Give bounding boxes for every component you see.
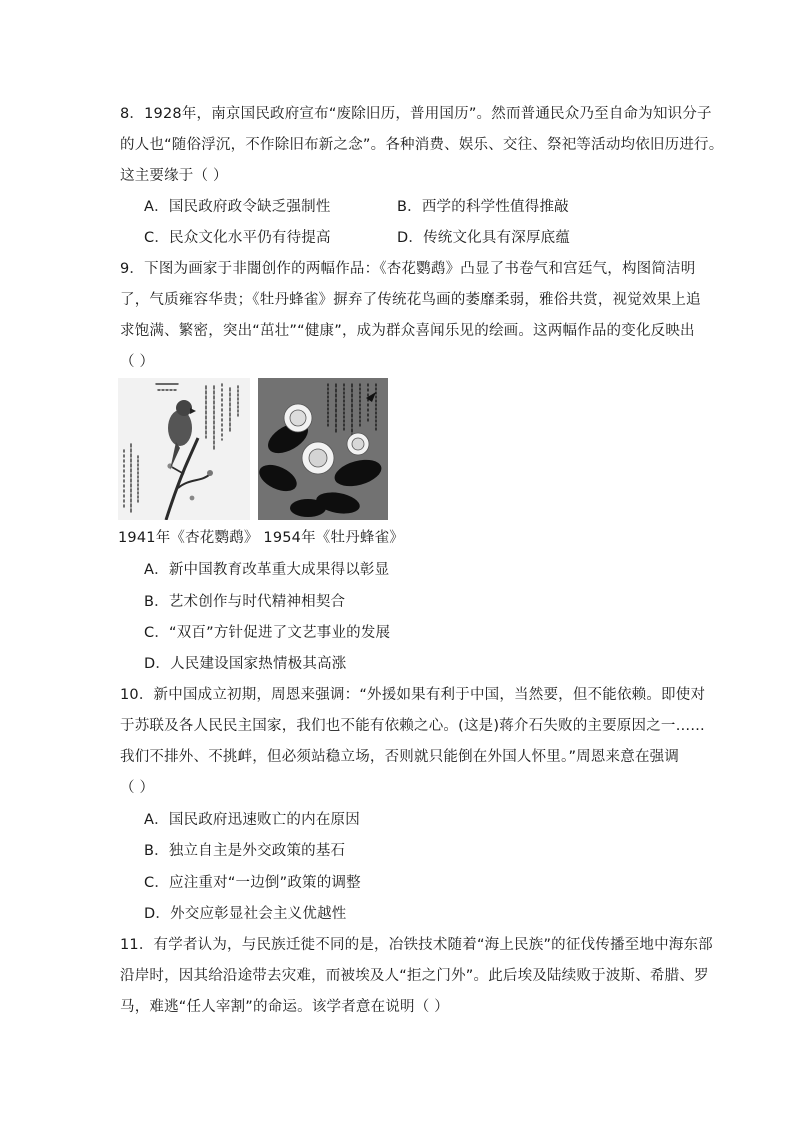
q9-option-a: A．新中国教育改革重大成果得以彰显 xyxy=(144,562,390,578)
q10-option-c: C．应注重对“一边倒”政策的调整 xyxy=(144,875,361,891)
q11-stem-line-1: 11．有学者认为，与民族迁徙不同的是，冶铁技术随着“海上民族”的征伐传播至地中海东部 xyxy=(120,937,713,953)
q9-figure-caption: 1941年《杏花鹦鹉》 1954年《牡丹蜂雀》 xyxy=(118,530,405,546)
q8-stem-line-2: 的人也“随俗浮沉，不作除旧布新之念”。各种消费、娱乐、交往、祭祀等活动均依旧历进行。 xyxy=(120,137,724,153)
q9-option-c: C．“双百”方针促进了文艺事业的发展 xyxy=(144,625,391,641)
q9-stem-line-1: 9．下图为画家于非闇创作的两幅作品：《杏花鹦鹉》凸显了书卷气和宫廷气，构图简洁明 xyxy=(120,261,696,277)
peony-painting-image xyxy=(258,378,388,520)
q11-stem-line-2: 沿岸时，因其给沿途带去灾难，而被埃及人“拒之门外”。此后埃及陆续败于波斯、希腊、罗 xyxy=(120,968,709,984)
q8-stem-line-1: 8．1928年，南京国民政府宣布“废除旧历，普用国历”。然而普通民众乃至自命为知识分子 xyxy=(120,106,712,122)
q8-option-c: C．民众文化水平仍有待提高 xyxy=(144,230,331,246)
q10-stem-line-3: 我们不排外、不挑衅，但必须站稳立场，否则就只能倒在外国人怀里。”周恩来意在强调 xyxy=(120,749,680,765)
q8-option-b: B．西学的科学性值得推敲 xyxy=(397,199,569,215)
q9-option-b: B．艺术创作与时代精神相契合 xyxy=(144,594,346,610)
q8-option-d: D．传统文化具有深厚底蕴 xyxy=(397,230,571,246)
q10-option-a: A．国民政府迅速败亡的内在原因 xyxy=(144,812,360,828)
q10-stem-line-2: 于苏联及各人民民主国家，我们也不能有依赖之心。(这是)蒋介石失败的主要原因之一…… xyxy=(120,718,706,734)
q8-stem-line-3: 这主要缘于（ ） xyxy=(120,168,228,184)
q9-option-d: D．人民建设国家热情极其高涨 xyxy=(144,656,347,672)
q10-option-b: B．独立自主是外交政策的基石 xyxy=(144,843,346,859)
q11-stem-line-3: 马，难逃“任人宰割”的命运。该学者意在说明（ ） xyxy=(120,999,449,1015)
q9-stem-line-4: （ ） xyxy=(120,354,155,370)
q9-stem-line-2: 了，气质雍容华贵；《牡丹蜂雀》摒弃了传统花鸟画的萎靡柔弱，雅俗共赏，视觉效果上追 xyxy=(120,292,701,308)
q10-stem-line-4: （ ） xyxy=(120,780,155,796)
parrot-painting-image xyxy=(118,378,250,520)
q10-option-d: D．外交应彰显社会主义优越性 xyxy=(144,906,347,922)
q10-stem-line-1: 10．新中国成立初期，周恩来强调：“外援如果有利于中国，当然要，但不能依赖。即使对 xyxy=(120,687,706,703)
q9-stem-line-3: 求饱满、繁密，突出“茁壮”“健康”，成为群众喜闻乐见的绘画。这两幅作品的变化反映出 xyxy=(120,323,695,339)
q9-paintings-figure xyxy=(118,378,388,520)
q8-option-a: A．国民政府政令缺乏强制性 xyxy=(144,199,331,215)
